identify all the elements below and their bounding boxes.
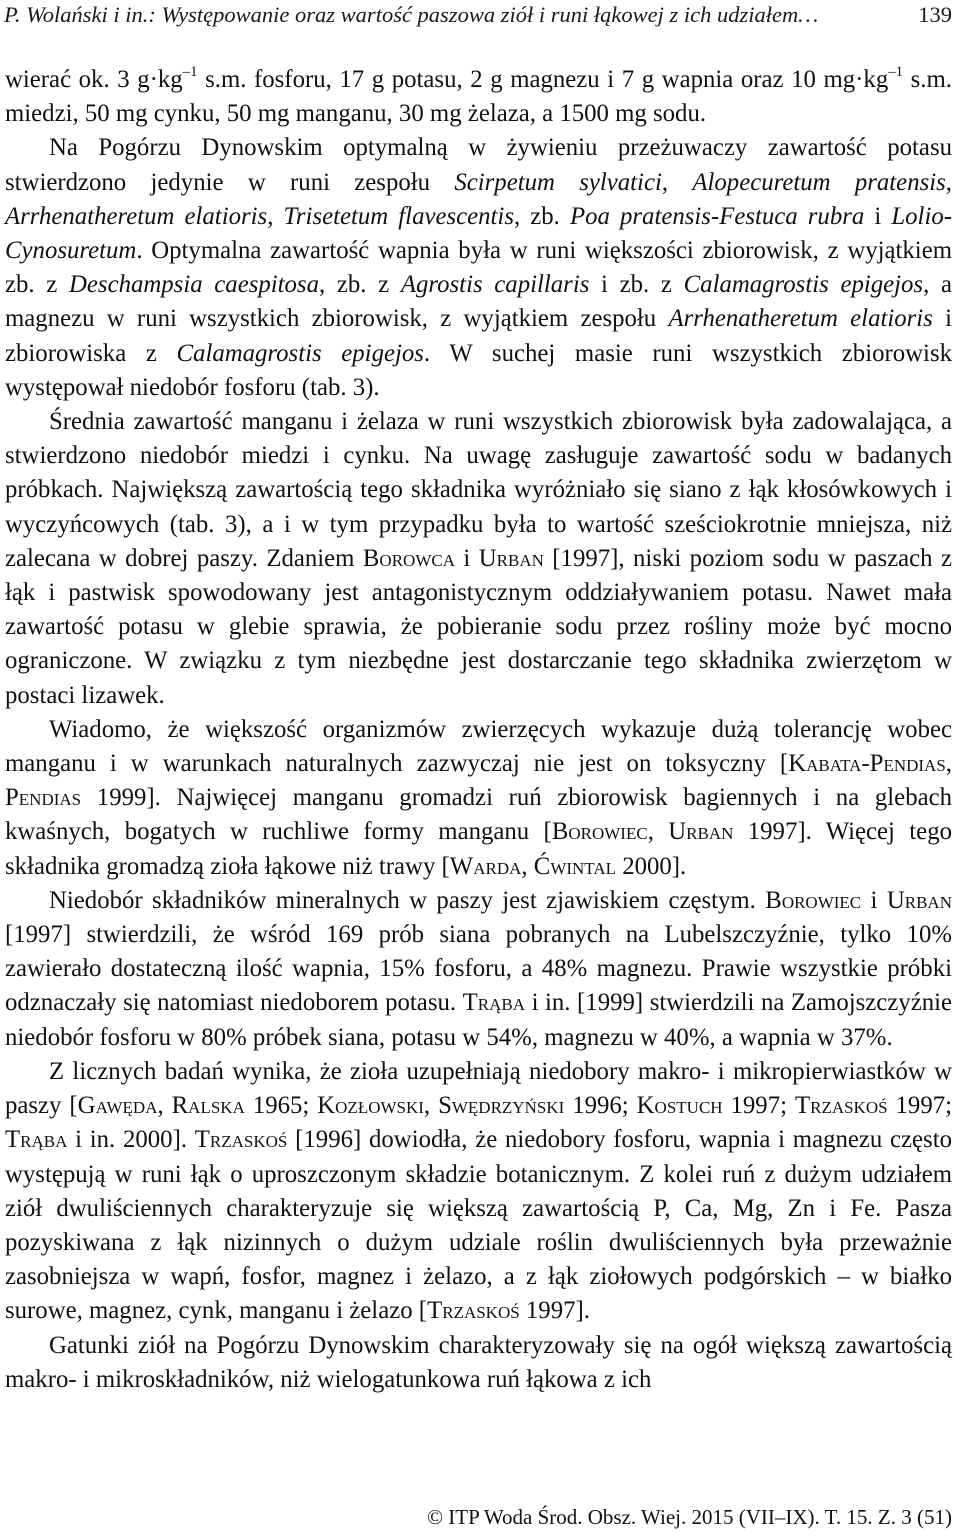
author-name: Trąba (462, 989, 526, 1017)
text-run: , (157, 1092, 172, 1120)
latin-name: Calamagrostis epigejos (176, 339, 424, 367)
text-run: wierać ok. 3 g·kg (5, 66, 183, 93)
author-name: Pendias (5, 784, 82, 812)
text-run: s.m. miedzi, 50 mg cynku, 50 mg manganu, 30 mg żelaza, a 1500 mg sodu. (5, 66, 952, 128)
author-name: Swędrzyński (438, 1092, 565, 1120)
text-run: Średnia zawartość manganu i żelaza w runi wszystkich zbiorowisk była zadowalająca, a stwierdzono niedobór miedzi i cynku. Na uwagę zasługuje zawartość sodu w badanych próbkach. Największą zawartością tego składnika wyróżniało się siano z łąk kłosówkowych i wyczyńcowych (tab. 3), a i w tym przypadku była to wartość sześciokrotnie mniejsza, niż zalecana w dobrej paszy. Zdaniem (5, 408, 952, 572)
text-run: , (267, 202, 284, 230)
paragraph-4 (5, 713, 952, 884)
author-name: Trąba (5, 1126, 68, 1154)
author-name: Ćwintal (533, 852, 616, 880)
text-run: , a magnezu w runi wszystkich zbiorowisk, z wyjątkiem zespołu (5, 271, 952, 333)
text-run: Niedobór składników mineralnych w paszy jest zjawiskiem częstym. (49, 886, 766, 914)
text-run: , zb. z (318, 271, 401, 299)
text-run: . Optymalna zawartość wapnia była w runi większości zbiorowisk, z wyjątkiem zb. z (5, 237, 952, 299)
paragraph-1 (5, 63, 952, 131)
author-name: Urban (478, 544, 544, 572)
paragraph-7 (5, 1329, 952, 1397)
text-run: Wiadomo, że większość organizmów zwierzęcych wykazuje dużą tolerancję wobec manganu i w warunkach naturalnych zazwyczaj nie jest on toksyczny [ (5, 715, 952, 778)
text-run: i (454, 544, 479, 572)
author-name: Trzaskoś (194, 1126, 288, 1154)
paragraph-2 (5, 131, 952, 405)
text-run: 2000]. (616, 852, 687, 880)
author-name: Trzaskoś (794, 1092, 888, 1120)
text-run: Z licznych badań wynika, że zioła uzupełniają niedobory makro- i mikropierwiastków w paszy [ (5, 1057, 952, 1120)
latin-name: Trisetetum flavescentis (283, 202, 514, 230)
latin-name: Arrhenatheretum elatioris (5, 202, 268, 230)
author-name: Urban (886, 886, 952, 914)
latin-name: Alopecuretum pratensis (692, 168, 946, 196)
text-run: 1997; (722, 1092, 795, 1120)
latin-name: Calamagrostis epigejos (683, 271, 924, 299)
journal-footer: © ITP Woda Środ. Obsz. Wiej. 2015 (VII–IX). T. 15. Z. 3 (51) (427, 1505, 952, 1529)
text-run: Na Pogórzu Dynowskim optymalną w żywieniu przeżuwaczy zawartość potasu stwierdzono jedynie w runi zespołu (5, 134, 952, 196)
text-run: 1997]. (519, 1297, 590, 1325)
text-run: Gatunki ziół na Pogórzu Dynowskim charakteryzowały się na ogół większą zawartością makro- i mikroskładników, niż wielogatunkowa ruń łąkowa z ich (5, 1331, 952, 1393)
text-run: 1996; (564, 1092, 637, 1120)
text-run: , (423, 1092, 439, 1120)
paragraph-3 (5, 405, 952, 713)
paragraph-5 (5, 884, 952, 1055)
text-run: i in. 2000]. (67, 1126, 195, 1154)
text-run: i zbiorowiska z (5, 305, 952, 367)
page-number: 139 (918, 2, 952, 27)
superscript: –1 (182, 63, 198, 80)
latin-name: Arrhenatheretum elatioris (668, 305, 933, 333)
author-name: Kozłowski (317, 1092, 424, 1120)
author-name: Ralska (171, 1092, 245, 1120)
text-run: i (861, 886, 887, 914)
text-run: 1997]. Więcej tego składnika gromadzą zioła łąkowe niż trawy [ (5, 818, 952, 880)
text-run: i zb. z (589, 271, 684, 299)
text-run: , (647, 818, 669, 846)
latin-name: Deschampsia caespitosa (69, 271, 319, 299)
author-name: Warda (449, 852, 522, 880)
text-run: [1997], niski poziom sodu w paszach z łąk i pastwisk spowodowany jest antagonistycznym oddziaływaniem potasu. Nawet mała zawartość potasu w glebie sprawia, że pobieranie sodu przez rośliny może być mocno ograniczone. W związku z tym niezbędne jest dostarczanie tego składnika zwierzętom w postaci lizawek. (5, 544, 952, 709)
body-text (5, 63, 952, 1397)
author-name: Borowiec (551, 818, 648, 846)
author-name: Urban (668, 818, 734, 846)
latin-name: Lolio-Cynosuretum (5, 202, 952, 265)
author-name: Trzaskoś (427, 1297, 520, 1325)
running-title: P. Wolański i in.: Występowanie oraz wartość paszowa ziół i runi łąkowej z ich udziałem… (4, 2, 819, 27)
author-name: Kabata-Pendias (788, 750, 946, 778)
latin-name: Poa pratensis-Festuca rubra (569, 202, 865, 230)
author-name: Kostuch (636, 1092, 723, 1120)
text-run: , (945, 168, 952, 196)
text-run: , (945, 750, 952, 778)
author-name: Borowiec (765, 886, 862, 914)
text-run: . W suchej masie runi wszystkich zbiorowisk występował niedobór fosforu (tab. 3). (5, 339, 952, 401)
superscript: –1 (888, 63, 904, 80)
latin-name: Agrostis capillaris (400, 271, 590, 299)
text-run: [1996] dowiodła, że niedobory fosforu, wapnia i magnezu często występują w runi łąk o uproszczonym składzie botanicznym. Z kolei ruń z dużym udziałem ziół dwuliściennych charakteryzuje się większą zawartością P, Ca, Mg, Zn i Fe. Pasza pozyskiwana z łąk nizinnych o dużym udziale roślin dwuliściennych była przeważnie zasobniejsza w wapń, fosfor, magnez i żelazo, a z łąk ziołowych podgórskich – w białko surowe, magnez, cynk, manganu i żelazo [ (5, 1126, 952, 1325)
text-run: , (661, 168, 693, 196)
text-run: , zb. (513, 202, 570, 230)
text-run: 1965; (244, 1092, 318, 1120)
author-name: Gawęda (77, 1092, 158, 1120)
latin-name: Scirpetum sylvatici (454, 168, 662, 196)
author-name: Borowca (362, 544, 455, 572)
text-run: s.m. fosforu, 17 g potasu, 2 g magnezu i 7 g wapnia oraz 10 mg·kg (197, 66, 889, 93)
text-run: i in. [1999] stwierdzili na Zamojszczyźnie niedobór fosforu w 80% próbek siana, potasu w 54%, magnezu w 40%, a wapnia w 37%. (5, 989, 952, 1051)
text-run: , (521, 852, 534, 880)
paragraph-6 (5, 1055, 952, 1329)
text-run: 1999]. Najwięcej manganu gromadzi ruń zbiorowisk bagiennych i na glebach kwaśnych, bogatych w ruchliwe formy manganu [ (5, 784, 952, 846)
text-run: 1997; (887, 1092, 953, 1120)
text-run: i (864, 202, 892, 230)
running-header (4, 2, 952, 28)
text-run: [1997] stwierdzili, że wśród 169 prób siana pobranych na Lubelszczyźnie, tylko 10% zawierało dostateczną ilość wapnia, 15% fosforu, a 48% magnezu. Prawie wszystkie próbki odznaczały się natomiast niedoborem potasu. (5, 921, 952, 1017)
